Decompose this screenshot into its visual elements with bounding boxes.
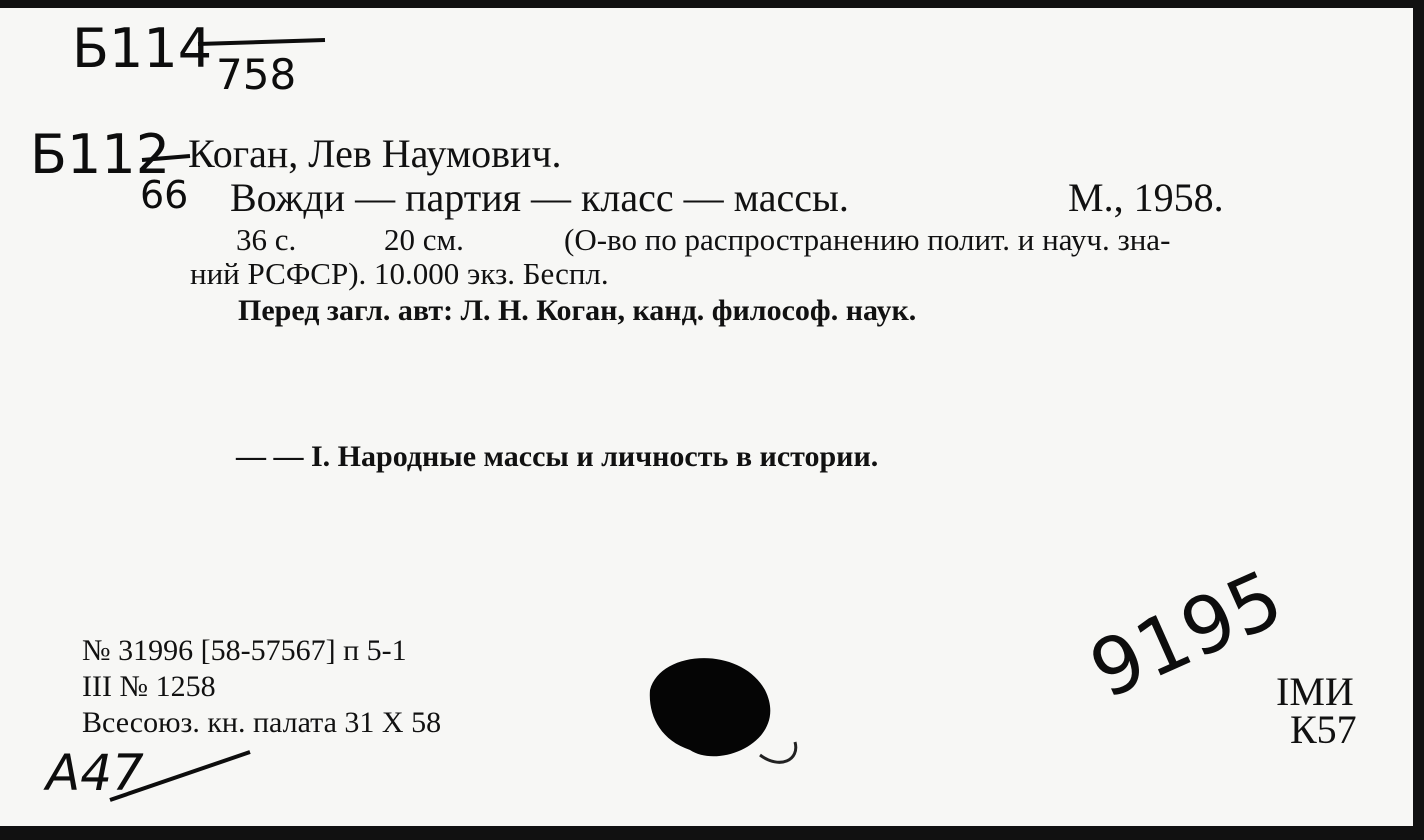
shelfmark-top: Б114 bbox=[72, 17, 213, 80]
shelfmark-top-sub: 758 bbox=[216, 50, 297, 99]
shelfmark-left-sub: 66 bbox=[140, 173, 189, 217]
author-heading: Коган, Лев Наумович. bbox=[188, 131, 562, 176]
shelfmark-left-dash bbox=[142, 156, 190, 160]
publisher-line-1: (О-во по распространению полит. и науч. зна- bbox=[564, 222, 1171, 257]
right-code-2: К57 bbox=[1290, 707, 1357, 752]
punch-hole bbox=[650, 658, 771, 756]
record-number: № 31996 [58-57567] п 5-1 bbox=[82, 634, 407, 667]
punch-hole-tear bbox=[760, 742, 796, 762]
publisher-line-2: ний РСФСР). 10.000 экз. Беспл. bbox=[190, 256, 609, 291]
shelfmark-left: Б112 bbox=[30, 123, 171, 186]
book-chamber-stamp: Всесоюз. кн. палата 31 X 58 bbox=[82, 706, 442, 739]
subject-heading: — — I. Народные массы и личность в истории. bbox=[236, 440, 879, 473]
register-number: III № 1258 bbox=[82, 670, 216, 703]
book-title: Вожди — партия — класс — массы. bbox=[230, 175, 849, 220]
right-code-1: IМИ bbox=[1276, 669, 1354, 714]
author-note: Перед загл. авт: Л. Н. Коган, канд. философ. наук. bbox=[238, 294, 917, 327]
shelfmark-top-fraction-line bbox=[198, 40, 325, 44]
handwritten-bottom-stroke bbox=[110, 752, 250, 800]
handwritten-number: 9195 bbox=[1077, 553, 1296, 717]
imprint: М., 1958. bbox=[1068, 175, 1224, 220]
handwritten-bottom-note: А47 bbox=[46, 744, 144, 802]
collation-size: 20 см. bbox=[384, 222, 464, 257]
collation-pages: 36 с. bbox=[236, 222, 297, 257]
